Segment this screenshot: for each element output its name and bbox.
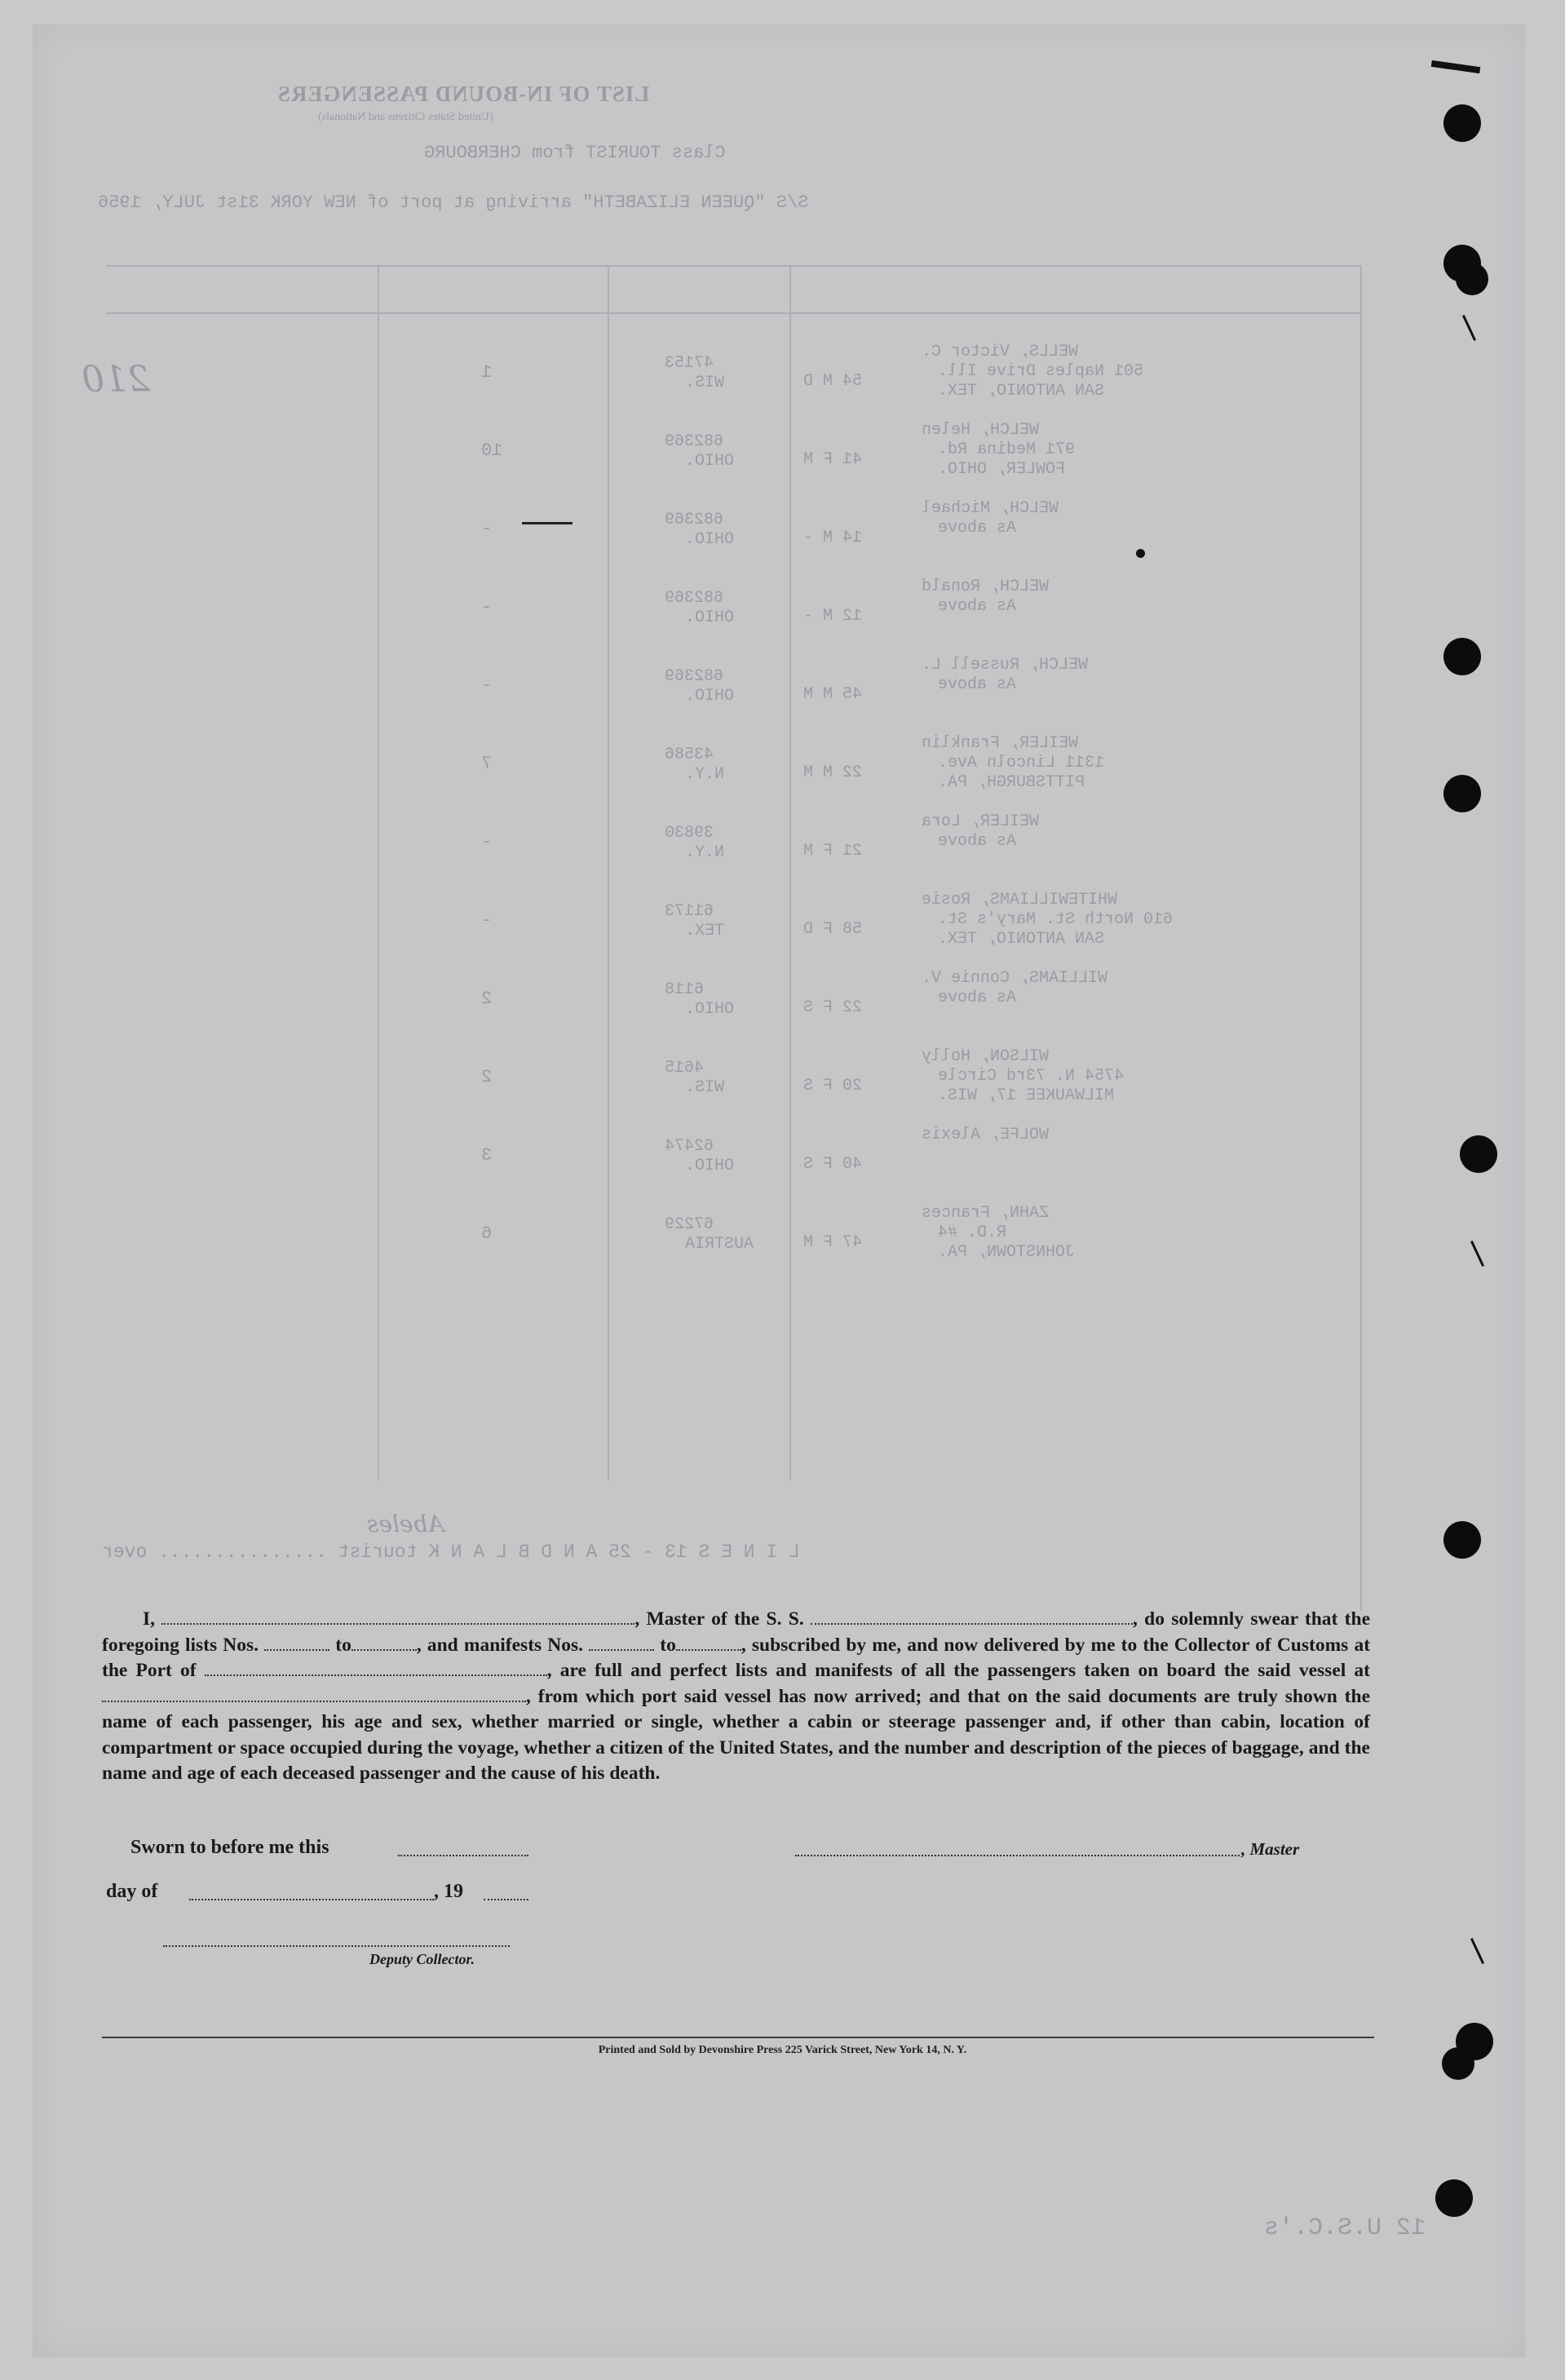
ghost-passenger-age-sex: 41 F M bbox=[803, 450, 863, 469]
ghost-passenger-place: TEX. bbox=[685, 922, 725, 940]
master-label: , Master bbox=[1241, 1839, 1300, 1859]
stray-dot bbox=[1136, 549, 1145, 558]
ghost-passenger-passport: 47153 bbox=[665, 354, 714, 373]
ghost-passenger-age-sex: 45 M M bbox=[803, 685, 863, 704]
port-blank[interactable] bbox=[205, 1660, 547, 1676]
month-blank[interactable] bbox=[189, 1897, 434, 1900]
ghost-passenger-city: JOHNSTOWN, PA. bbox=[938, 1243, 1076, 1262]
ghost-passenger-place: AUSTRIA bbox=[685, 1235, 754, 1254]
oath-i: I, bbox=[143, 1608, 156, 1630]
manifest-sheet bbox=[33, 24, 1525, 2357]
binder-hole bbox=[1435, 2179, 1473, 2217]
printer-line: Printed and Sold by Devonshire Press 225 Varick Street, New York 14, N. Y. bbox=[598, 2044, 967, 2056]
ghost-passenger-bags: - bbox=[481, 519, 493, 539]
binder-hole bbox=[1443, 775, 1481, 812]
oath-swear: , do solemnly swear that the foregoing lists Nos. bbox=[102, 1608, 1370, 1656]
ghost-passenger-address: As above bbox=[938, 519, 1017, 537]
deputy-label: Deputy Collector. bbox=[369, 1951, 475, 1967]
ghost-passenger-address: As above bbox=[938, 675, 1017, 694]
ghost-passenger-age-sex: 47 F M bbox=[803, 1233, 863, 1252]
oath-paragraph bbox=[102, 1607, 1370, 1787]
ghost-passenger-place: WIS. bbox=[685, 374, 725, 392]
ghost-passenger-bags: - bbox=[481, 597, 493, 617]
ghost-passenger-bags: 2 bbox=[481, 989, 493, 1009]
ghost-passenger-bags: 3 bbox=[481, 1145, 493, 1166]
ghost-passenger-place: N.Y. bbox=[685, 765, 725, 784]
ghost-passenger-place: OHIO. bbox=[685, 608, 735, 627]
ghost-passenger-bags: 2 bbox=[481, 1067, 493, 1087]
ghost-table-header-rule bbox=[106, 265, 1362, 267]
binder-hole bbox=[1443, 104, 1481, 142]
ghost-passenger-name: WELCH, Ronald bbox=[922, 577, 1050, 596]
ghost-passenger-name: WEILER, Franklin bbox=[922, 734, 1079, 753]
ghost-passenger-name: WEILER, Lora bbox=[922, 812, 1040, 831]
ghost-passenger-place: OHIO. bbox=[685, 1157, 735, 1175]
binder-hole bbox=[1443, 638, 1481, 675]
ghost-passenger-place: N.Y. bbox=[685, 843, 725, 862]
ghost-passenger-bags: 7 bbox=[481, 754, 493, 774]
deputy-signature-blank[interactable] bbox=[163, 1944, 510, 1947]
binder-hole bbox=[1443, 1521, 1481, 1559]
ghost-corner-number: 210 bbox=[82, 359, 150, 400]
ghost-passenger-age-sex: 22 F S bbox=[803, 998, 863, 1017]
oath-manifests: , and manifests Nos. bbox=[416, 1634, 584, 1656]
ghost-passenger-bags: - bbox=[481, 910, 493, 931]
ghost-passenger-name: WELCH, Michael bbox=[922, 499, 1059, 518]
ghost-passenger-address: As above bbox=[938, 597, 1017, 616]
ghost-class-line: Class TOURIST from CHERBOURG bbox=[424, 143, 726, 163]
ghost-passenger-age-sex: 21 F M bbox=[803, 842, 863, 860]
ghost-column-rule bbox=[1360, 265, 1362, 1611]
ghost-passenger-age-sex: 22 M M bbox=[803, 763, 863, 782]
ghost-passenger-age-sex: 12 M - bbox=[803, 607, 863, 626]
ghost-column-rule bbox=[378, 265, 379, 1480]
ghost-passenger-passport: 682369 bbox=[665, 589, 724, 608]
ghost-page-code: 12 U.S.C.'s bbox=[1264, 2214, 1426, 2242]
master-name-blank[interactable] bbox=[161, 1608, 634, 1625]
ghost-passenger-bags: - bbox=[481, 832, 493, 852]
ghost-handwritten: Abeles bbox=[367, 1511, 444, 1537]
footer-rule bbox=[102, 2037, 1374, 2038]
ghost-passenger-address: 971 Medina Rd. bbox=[938, 440, 1076, 459]
ghost-passenger-address: 1311 Lincoln Ave. bbox=[938, 754, 1105, 772]
embark-port-blank[interactable] bbox=[102, 1686, 526, 1702]
ghost-passenger-passport: 61173 bbox=[665, 902, 714, 921]
oath-full-perfect: , are full and perfect lists and manifests of all the passengers taken on board the said vessel at bbox=[546, 1660, 1370, 1681]
oath-master-ss: , Master of the S. S. bbox=[634, 1608, 804, 1630]
ghost-passenger-city: FOWLER, OHIO. bbox=[938, 460, 1066, 479]
ghost-passenger-address: 4754 N. 73rd Circle bbox=[938, 1067, 1125, 1086]
ship-name-blank[interactable] bbox=[811, 1608, 1133, 1625]
manifest-to-blank[interactable] bbox=[676, 1635, 741, 1651]
ghost-passenger-place: OHIO. bbox=[685, 452, 735, 471]
ghost-passenger-place: OHIO. bbox=[685, 1000, 735, 1019]
ghost-passenger-name: WELCH, Helen bbox=[922, 421, 1040, 440]
oath-to-1: to bbox=[335, 1634, 351, 1656]
ghost-passenger-address: As above bbox=[938, 989, 1017, 1007]
ghost-passenger-city: SAN ANTONIO, TEX. bbox=[938, 382, 1105, 400]
binder-hole bbox=[1442, 2047, 1474, 2080]
ghost-table-header-rule-2 bbox=[106, 312, 1362, 314]
oath-rest: , from which port said vessel has now arrived; and that on the said documents are truly shown the name of each passenger, his age and sex, whether married or single, whether a cabin or steerage passenger and, if other than cabin, location of compartment or space occupied during the voyage, whether a citizen of the United States, and the number and description of the pieces of baggage, and the name and age of each deceased passenger and the cause of his death. bbox=[102, 1685, 1370, 1784]
ghost-passenger-name: WELCH, Russell L. bbox=[922, 656, 1089, 675]
ghost-passenger-passport: 62474 bbox=[665, 1137, 714, 1156]
ghost-passenger-name: WOLFE, Alexis bbox=[922, 1126, 1050, 1144]
list-from-blank[interactable] bbox=[264, 1635, 329, 1651]
ghost-passenger-address: R.D. #4 bbox=[938, 1223, 1007, 1242]
ghost-passenger-bags: 10 bbox=[481, 440, 503, 461]
ghost-passenger-city: PITTSBURGH, PA. bbox=[938, 773, 1085, 792]
sworn-label: Sworn to before me this bbox=[130, 1837, 329, 1858]
ghost-passenger-passport: 682369 bbox=[665, 432, 724, 451]
ghost-passenger-age-sex: 40 F S bbox=[803, 1155, 863, 1174]
ghost-vessel-line: S/S "QUEEN ELIZABETH" arriving at port of NEW YORK 31st JULY, 1956 bbox=[98, 192, 809, 213]
day-of-label: day of bbox=[106, 1881, 158, 1902]
ghost-subtitle: (United States Citizens and Nationals) bbox=[318, 111, 493, 123]
ghost-passenger-passport: 39830 bbox=[665, 824, 714, 843]
ghost-passenger-age-sex: 14 M - bbox=[803, 529, 863, 547]
ghost-passenger-city: SAN ANTONIO, TEX. bbox=[938, 930, 1105, 949]
ghost-column-rule bbox=[608, 265, 609, 1480]
ghost-passenger-passport: 67229 bbox=[665, 1215, 714, 1234]
ghost-column-rule bbox=[789, 265, 791, 1480]
ghost-passenger-bags: 6 bbox=[481, 1223, 493, 1244]
year-blank[interactable] bbox=[484, 1897, 528, 1900]
ghost-passenger-passport: 682369 bbox=[665, 511, 724, 529]
year-prefix: , 19 bbox=[434, 1881, 463, 1902]
ghost-passenger-city: MILWAUKEE 17, WIS. bbox=[938, 1086, 1115, 1105]
oath-delivered: , subscribed by me, and now delivered by me to the Collector of Customs at the Port of bbox=[102, 1634, 1371, 1681]
oath-to-2: to bbox=[660, 1634, 676, 1656]
master-signature-blank[interactable] bbox=[795, 1853, 1240, 1856]
ghost-passenger-passport: 4615 bbox=[665, 1059, 705, 1077]
ghost-passenger-bags: 1 bbox=[481, 362, 493, 383]
ghost-passenger-age-sex: 20 F S bbox=[803, 1077, 863, 1095]
ghost-title: LIST OF IN-BOUND PASSENGERS bbox=[277, 82, 650, 106]
list-to-blank[interactable] bbox=[351, 1635, 417, 1651]
ghost-passenger-address: 501 Naples Drive Ill. bbox=[938, 362, 1144, 381]
sworn-date-blank[interactable] bbox=[398, 1853, 528, 1856]
binder-hole bbox=[1456, 263, 1488, 295]
ghost-passenger-place: OHIO. bbox=[685, 687, 735, 706]
ghost-passenger-name: WHITEWILLIAMS, Rosie bbox=[922, 891, 1118, 909]
ghost-passenger-place: WIS. bbox=[685, 1078, 725, 1097]
ghost-passenger-place: OHIO. bbox=[685, 530, 735, 549]
ghost-passenger-bags: - bbox=[481, 675, 493, 696]
ghost-passenger-address: As above bbox=[938, 832, 1017, 851]
stray-dash bbox=[522, 522, 573, 524]
ghost-passenger-address: 610 North St. Mary's St. bbox=[938, 910, 1174, 929]
ghost-passenger-age-sex: 58 F D bbox=[803, 920, 863, 939]
ghost-passenger-name: ZAHN, Frances bbox=[922, 1204, 1050, 1223]
ghost-lines-note: L I N E S 13 - 25 A N D B L A N K tourist ............... over bbox=[102, 1542, 800, 1563]
ghost-passenger-name: WILSON, Holly bbox=[922, 1047, 1050, 1066]
ghost-passenger-name: WILLIAMS, Connie V. bbox=[922, 969, 1108, 988]
ghost-passenger-name: WELLS, Victor C. bbox=[922, 343, 1079, 361]
manifest-from-blank[interactable] bbox=[589, 1635, 654, 1651]
ghost-passenger-passport: 43586 bbox=[665, 745, 714, 764]
binder-hole bbox=[1460, 1135, 1497, 1173]
ghost-passenger-age-sex: 54 M D bbox=[803, 372, 863, 391]
ghost-passenger-passport: 6118 bbox=[665, 980, 705, 999]
ghost-passenger-passport: 682369 bbox=[665, 667, 724, 686]
